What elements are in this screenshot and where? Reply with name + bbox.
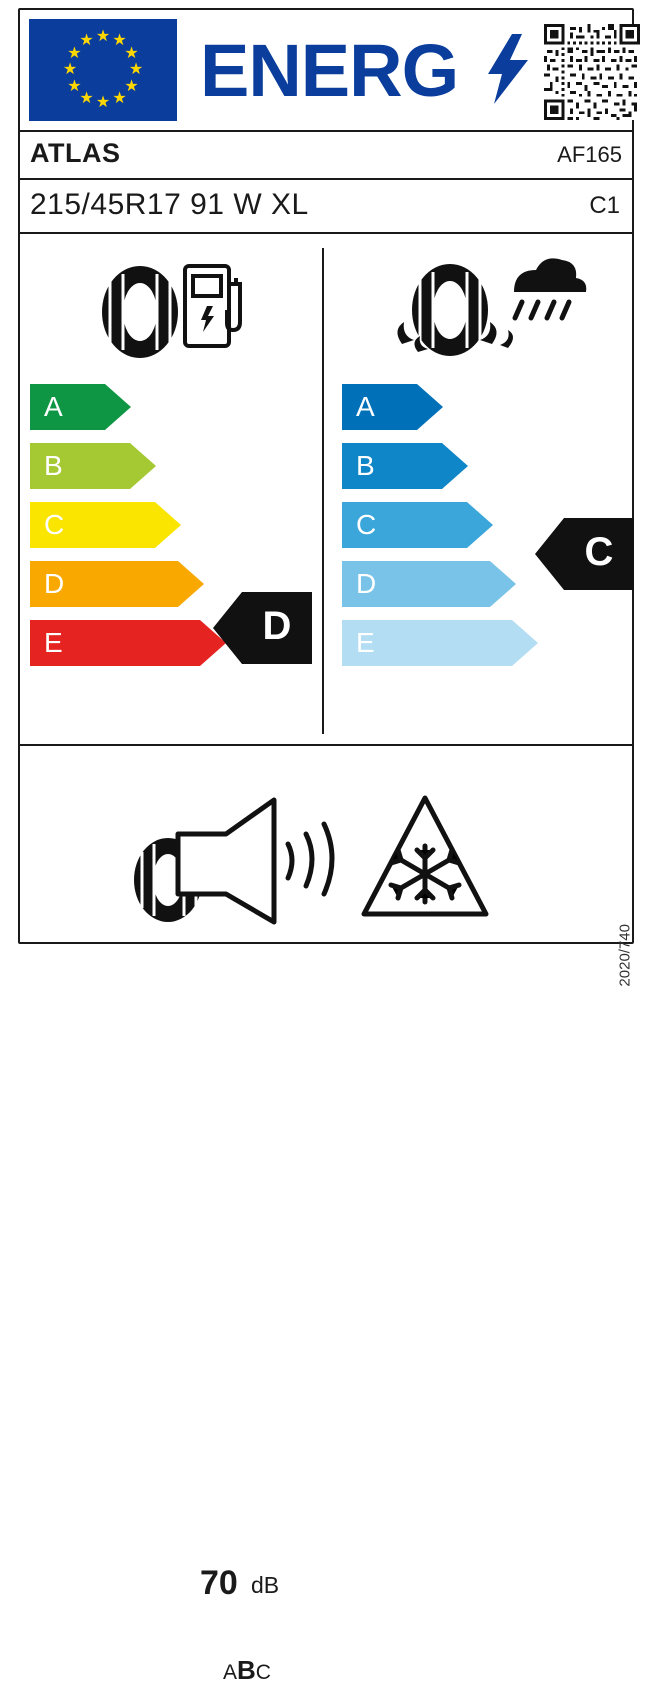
brand-code: AF165 — [557, 142, 622, 167]
three-peak-mountain-snowflake-icon — [360, 790, 490, 927]
tyre-class: C1 — [589, 192, 620, 219]
noise-unit: dB — [251, 1572, 280, 1598]
wet-grip-grade-bar-letter: E — [356, 627, 375, 658]
fuel-grade-scale — [30, 384, 230, 679]
wet-grip-grade-bar — [342, 620, 542, 666]
wet-grip-grade-bar-letter: D — [356, 568, 377, 599]
noise-section — [20, 752, 634, 1685]
page-title: ENERG — [200, 29, 459, 112]
eu-flag-icon — [29, 19, 177, 121]
wet-grip-grade-bar-letter: B — [356, 450, 375, 481]
wet-grip-grade-bar — [342, 384, 542, 430]
fuel-grade-bar — [30, 384, 230, 430]
wet-grip-grade-bar-arrow — [512, 620, 538, 666]
divider-bottom — [20, 744, 632, 746]
wet-grip-grade-bar-letter: C — [356, 509, 377, 540]
fuel-result-value: D — [262, 604, 292, 648]
center-divider — [322, 248, 324, 734]
lightning-bolt-icon — [488, 34, 528, 104]
regulation-date: 2020/740 — [617, 924, 634, 987]
label-header — [20, 10, 632, 130]
wet-grip-grade-bar-letter: A — [356, 391, 375, 422]
tyre-fuel-pump-icon — [90, 250, 250, 365]
tyre-size-row — [20, 180, 632, 230]
eu-flag-star: ★ — [124, 77, 139, 95]
eu-flag-star: ★ — [79, 89, 94, 107]
fuel-efficiency-section — [20, 240, 322, 736]
noise-class-a: A — [223, 1661, 238, 1684]
fuel-grade-bar-letter: E — [44, 627, 63, 658]
eu-flag-star: ★ — [112, 89, 127, 107]
noise-value: 70 — [200, 1564, 238, 1602]
fuel-grade-bar-arrow — [155, 502, 181, 548]
noise-class-scale — [223, 1655, 271, 1686]
noise-class-c: C — [255, 1661, 271, 1684]
wet-grip-grade-bar-arrow — [442, 443, 468, 489]
noise-class-b: B — [237, 1655, 256, 1685]
wet-grip-grade-bar — [342, 443, 542, 489]
eu-flag-star: ★ — [124, 44, 139, 62]
qr-code-icon — [544, 24, 640, 120]
tyre-rain-cloud-icon — [388, 248, 578, 369]
eu-flag-star: ★ — [62, 61, 78, 78]
fuel-grade-bar — [30, 561, 230, 607]
wet-grip-result-value: C — [584, 530, 614, 574]
wet-grip-grade-bar-arrow — [467, 502, 493, 548]
fuel-grade-bar — [30, 620, 230, 666]
eu-flag-star: ★ — [95, 28, 111, 45]
wet-grip-grade-bar — [342, 502, 542, 548]
fuel-grade-bar-letter: C — [44, 509, 65, 540]
tyre-size: 215/45R17 91 W XL — [30, 188, 309, 221]
wet-grip-grade-bar-arrow — [490, 561, 516, 607]
brand-row — [20, 132, 632, 178]
fuel-grade-bar-arrow — [105, 384, 131, 430]
eu-flag-star: ★ — [95, 94, 111, 111]
tyre-loudspeaker-icon — [116, 788, 346, 933]
fuel-grade-bar-letter: A — [44, 391, 63, 422]
wet-grip-grade-scale — [342, 384, 542, 679]
fuel-grade-bar-arrow — [130, 443, 156, 489]
brand-name: ATLAS — [30, 138, 121, 168]
fuel-grade-bar — [30, 502, 230, 548]
fuel-grade-bar-letter: D — [44, 568, 65, 599]
wet-grip-grade-bar-body — [342, 384, 417, 430]
fuel-grade-bar — [30, 443, 230, 489]
eu-flag-star: ★ — [79, 32, 94, 50]
eu-flag-star: ★ — [67, 77, 82, 95]
fuel-grade-bar-letter: B — [44, 450, 63, 481]
wet-grip-section — [326, 240, 632, 736]
eu-flag-star: ★ — [128, 61, 144, 78]
fuel-grade-bar-arrow — [178, 561, 204, 607]
divider-size — [20, 232, 632, 234]
eu-flag-star: ★ — [112, 32, 127, 50]
wet-grip-grade-bar — [342, 561, 542, 607]
eu-flag-star: ★ — [67, 44, 82, 62]
fuel-grade-bar-body — [30, 384, 105, 430]
wet-grip-grade-bar-arrow — [417, 384, 443, 430]
